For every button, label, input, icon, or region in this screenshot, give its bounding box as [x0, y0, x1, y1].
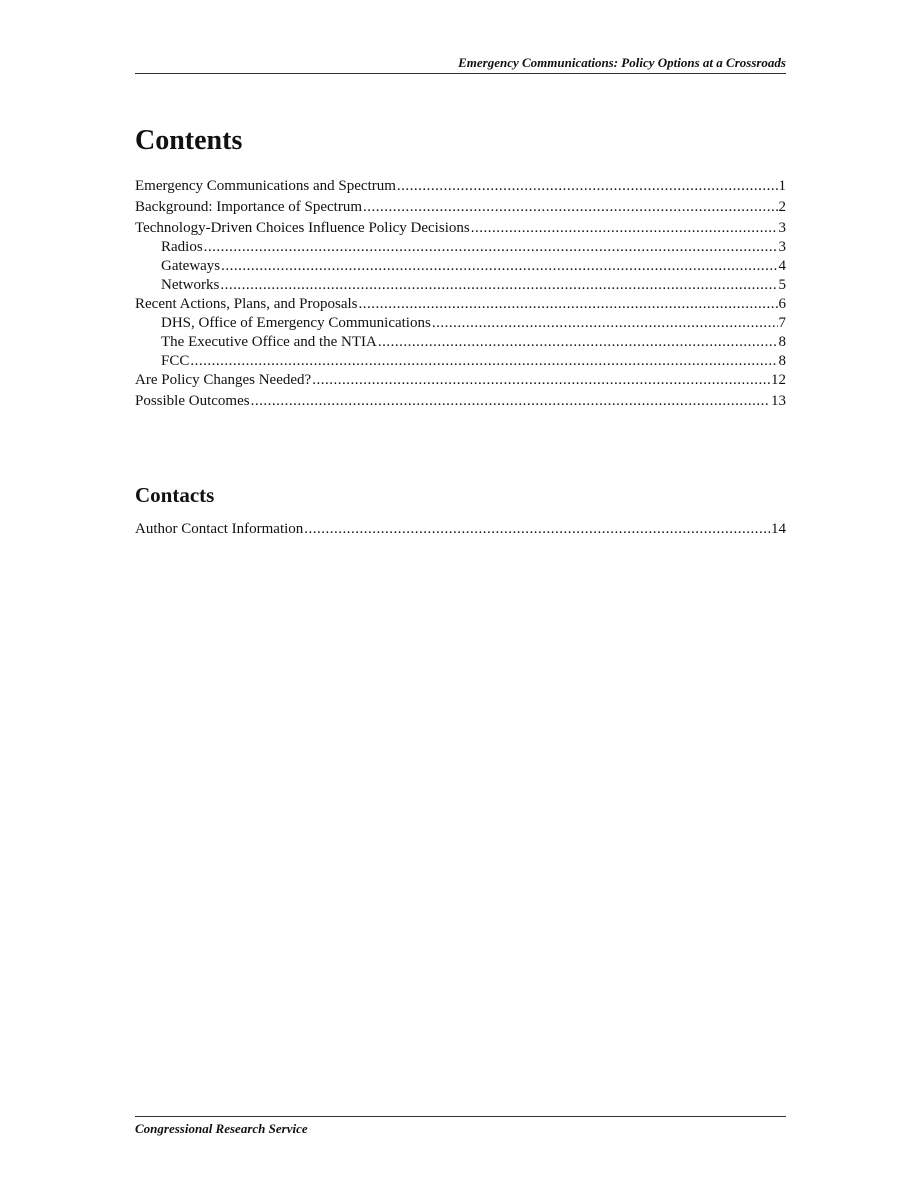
toc-page-number: 6 — [778, 296, 786, 312]
toc-page-number: 8 — [778, 334, 786, 350]
contents-heading: Contents — [135, 125, 243, 156]
toc-entry-title: Radios — [161, 239, 203, 255]
toc-entry-title: DHS, Office of Emergency Communications — [161, 315, 431, 331]
dot-leader — [397, 177, 778, 195]
toc-page-number: 4 — [778, 258, 786, 274]
toc-subentry-radios[interactable] — [135, 238, 786, 256]
toc-page-number: 1 — [778, 178, 786, 194]
toc-entry-title: Gateways — [161, 258, 221, 274]
toc-entry-background-importance-of-spectrum[interactable] — [135, 198, 786, 216]
contacts-list — [135, 520, 786, 538]
toc-subentry-gateways[interactable] — [135, 257, 786, 275]
toc-entry-title: Background: Importance of Spectrum — [135, 199, 363, 215]
toc-entry-title: Emergency Communications and Spectrum — [135, 178, 396, 194]
toc-page-number: 12 — [771, 372, 786, 388]
dot-leader — [204, 238, 778, 256]
dot-leader — [190, 352, 777, 370]
toc-entry-are-policy-changes-needed[interactable] — [135, 371, 786, 389]
toc-subentry-networks[interactable] — [135, 276, 786, 294]
toc-entry-technology-driven-choices[interactable] — [135, 219, 786, 237]
running-footer: Congressional Research Service — [135, 1116, 786, 1137]
toc-subentry-fcc[interactable] — [135, 352, 786, 370]
contacts-heading: Contacts — [135, 483, 215, 507]
toc-page-number: 5 — [778, 277, 786, 293]
toc-entry-title: Recent Actions, Plans, and Proposals — [135, 296, 358, 312]
toc-entry-author-contact-information[interactable] — [135, 520, 786, 538]
toc-page-number: 7 — [778, 315, 786, 331]
dot-leader — [304, 520, 770, 538]
toc-page-number: 8 — [778, 353, 786, 369]
dot-leader — [432, 314, 778, 332]
dot-leader — [251, 392, 770, 410]
toc-entry-title: The Executive Office and the NTIA — [161, 334, 377, 350]
toc-entry-title: Possible Outcomes — [135, 393, 250, 409]
toc-entry-title: FCC — [161, 353, 190, 369]
dot-leader — [220, 276, 777, 294]
table-of-contents — [135, 177, 786, 410]
dot-leader — [363, 198, 777, 216]
toc-entry-recent-actions-plans-proposals[interactable] — [135, 295, 786, 313]
dot-leader — [358, 295, 777, 313]
toc-subentry-executive-office-ntia[interactable] — [135, 333, 786, 351]
toc-page-number: 14 — [771, 521, 786, 537]
toc-page-number: 13 — [771, 393, 786, 409]
toc-page-number: 3 — [778, 220, 786, 236]
toc-entry-title: Networks — [161, 277, 220, 293]
dot-leader — [221, 257, 777, 275]
dot-leader — [471, 219, 778, 237]
toc-page-number: 3 — [778, 239, 786, 255]
toc-subentry-dhs-office[interactable] — [135, 314, 786, 332]
toc-entry-emergency-communications-and-spectrum[interactable] — [135, 177, 786, 195]
toc-entry-title: Author Contact Information — [135, 521, 304, 537]
dot-leader — [312, 371, 770, 389]
toc-page-number: 2 — [778, 199, 786, 215]
toc-entry-title: Are Policy Changes Needed? — [135, 372, 312, 388]
dot-leader — [378, 333, 778, 351]
toc-entry-title: Technology-Driven Choices Influence Policy Decisions — [135, 220, 470, 236]
toc-entry-possible-outcomes[interactable] — [135, 392, 786, 410]
running-header: Emergency Communications: Policy Options at a Crossroads — [135, 55, 786, 74]
